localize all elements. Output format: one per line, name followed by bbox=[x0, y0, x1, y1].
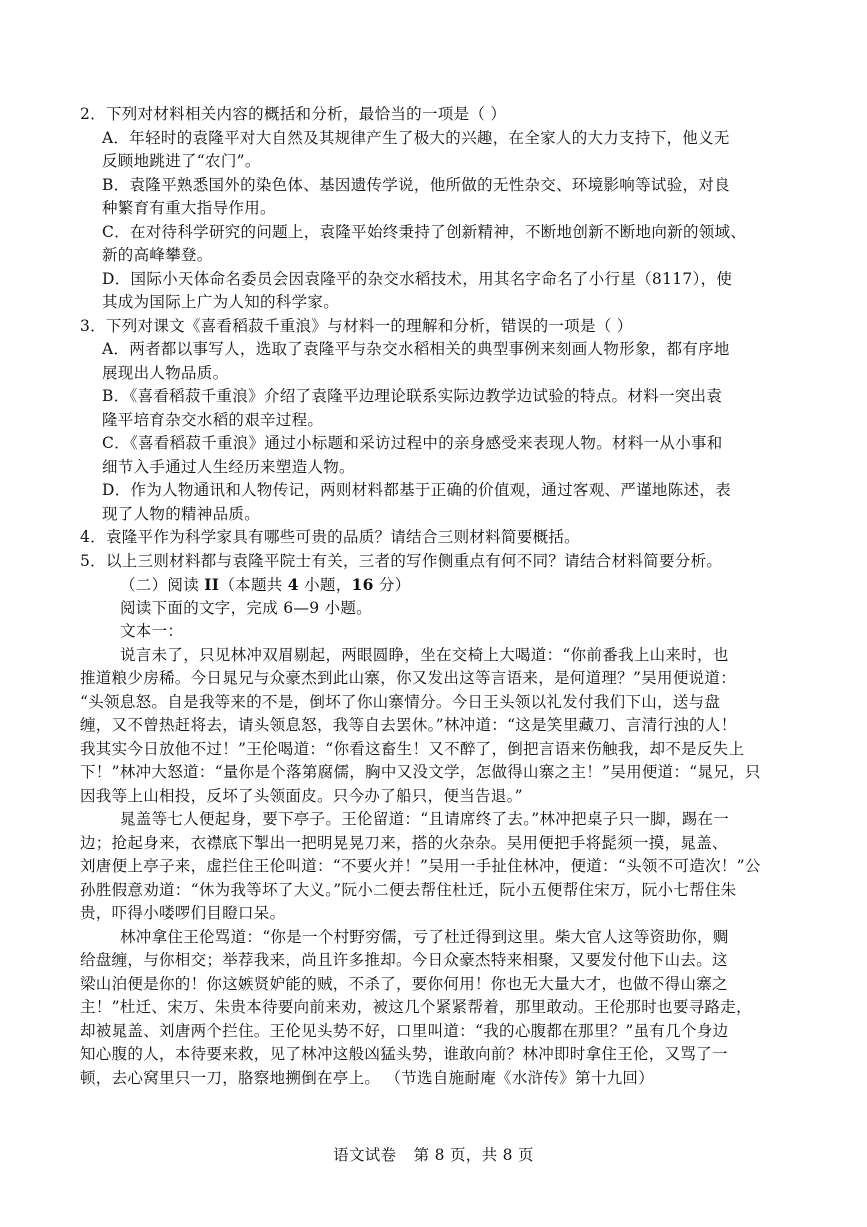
text-line: 给盘缠，与你相交；举荐我来，尚且许多推却。今日众豪杰特来相聚，又要发付他下山去。这 bbox=[80, 951, 728, 969]
text-line: 贵，吓得小喽啰们目瞪口呆。 bbox=[80, 904, 286, 922]
text-line: 说言未了，只见林冲双眉剔起，两眼圆睁，坐在交椅上大喝道：“你前番我上山来时，也 bbox=[120, 645, 729, 664]
text-line: 推道粮少房稀。今日晁兄与众豪杰到此山寨，你又发出这等言语来，是何道理？”吴用便说道： bbox=[80, 669, 737, 687]
text-line: 晁盖等七人便起身，要下亭子。王伦留道：“且请席终了去。”林冲把桌子只一脚，踢在一 bbox=[120, 810, 730, 828]
footer-subject: 语文试卷 bbox=[333, 1146, 397, 1164]
text-line: 孙胜假意劝道：“休为我等坏了大义。”阮小二便去帮住杜迁，阮小五便帮住宋万，阮小七帮住朱 bbox=[80, 880, 737, 899]
text-line: 其成为国际上广为人知的科学家。 bbox=[102, 293, 340, 311]
text-line: B．《喜看稻菽千重浪》介绍了袁隆平边理论联系实际边教学边试验的特点。材料一突出袁 bbox=[102, 387, 723, 405]
footer-page-number: 第 8 页，共 8 页 bbox=[413, 1146, 534, 1164]
text-line: 阅读下面的文字，完成 6—9 小题。 bbox=[120, 598, 372, 617]
text-line: A．两者都以事写人，选取了袁隆平与杂交水稻相关的典型事例来刻画人物形象，都有序地 bbox=[102, 340, 730, 358]
text-line: 顿，去心窝里只一刀，胳察地搠倒在亭上。 （节选自施耐庵《水浒传》第十九回） bbox=[80, 1068, 655, 1087]
page-footer bbox=[0, 1143, 867, 1165]
text-line: 主！”杜迁、宋万、朱贵本待要向前来劝，被这几个紧紧帮着，那里敢动。王伦那时也要寻路走， bbox=[80, 998, 752, 1016]
text-line: 3．下列对课文《喜看稻菽千重浪》与材料一的理解和分析，错误的一项是（ ） bbox=[80, 316, 633, 335]
text-line: 反顾地跳进了“农门”。 bbox=[102, 152, 261, 170]
text-line: 缠，又不曾热赶将去，请头领息怒，我等自去罢休。”林冲道：“这是笑里藏刀、言清行浊的人！ bbox=[80, 716, 737, 734]
text-line: 4．袁隆平作为科学家具有哪些可贵的品质？请结合三则材料简要概括。 bbox=[80, 528, 580, 546]
text-line: 知心腹的人，本待要来救，见了林冲这般凶猛头势，谁敢向前？林冲即时拿住王伦，又骂了一 bbox=[80, 1045, 728, 1063]
text-line: 林冲拿住王伦骂道：“你是一个村野穷儒，亏了杜迁得到这里。柴大官人这等资助你，赒 bbox=[120, 927, 729, 946]
text-line: 5．以上三则材料都与袁隆平院士有关，三者的写作侧重点有何不同？请结合材料简要分析。 bbox=[80, 551, 723, 570]
page-body bbox=[0, 103, 867, 1090]
text-line: 2．下列对材料相关内容的概括和分析，最恰当的一项是（ ） bbox=[80, 105, 507, 123]
text-line: C．《喜看稻菽千重浪》通过小标题和采访过程中的亲身感受来表现人物。材料一从小事和 bbox=[102, 434, 723, 452]
text-line: 梁山泊便是你的！你这嫉贤妒能的贼，不杀了，要你何用！你也无大量大才，也做不得山寨之 bbox=[80, 974, 728, 993]
text-line: 文本一： bbox=[120, 622, 184, 640]
text-line: 因我等上山相投，反坏了头领面皮。只今办了船只，便当告退。” bbox=[80, 786, 523, 805]
text-line: 却被晁盖、刘唐两个拦住。王伦见头势不好，口里叫道：“我的心腹都在那里？”虽有几个身边 bbox=[80, 1021, 729, 1040]
text-line: （二）阅读 II（本题共 4 小题，16 分） bbox=[120, 575, 411, 594]
text-line: 隆平培育杂交水稻的艰辛过程。 bbox=[102, 410, 324, 429]
text-line: 现了人物的精神品质。 bbox=[102, 504, 261, 523]
text-line: 下！”林冲大怒道：“量你是个落第腐儒，胸中又没文学，怎做得山寨之主！”吴用便道：“晁兄，只 bbox=[80, 763, 761, 781]
text-line: B．袁隆平熟悉国外的染色体、基因遗传学说，他所做的无性杂交、环境影响等试验，对良 bbox=[102, 175, 730, 194]
text-line: 新的高峰攀登。 bbox=[102, 246, 213, 264]
text-line: 边；抢起身来，衣襟底下掣出一把明晃晃刀来，搭的火杂杂。吴用便把手将髭须一摸，晁盖、 bbox=[80, 833, 728, 852]
text-line: 我其实今日放他不过！”王伦喝道：“你看这畜生！又不醉了，倒把言语来伤触我，却不是反失上 bbox=[80, 739, 745, 758]
text-line: A．年轻时的袁隆平对大自然及其规律产生了极大的兴趣，在全家人的大力支持下，他义无 bbox=[102, 128, 730, 147]
text-line: D．国际小天体命名委员会因袁隆平的杂交水稻技术，用其名字命名了小行星（8117），使 bbox=[102, 269, 733, 288]
text-line: 刘唐便上亭子来，虚拦住王伦叫道：“不要火并！”吴用一手扯住林冲，便道：“头领不可造次！”公 bbox=[80, 857, 761, 875]
text-line: 种繁育有重大指导作用。 bbox=[102, 199, 276, 217]
text-line: “头领息怒。自是我等来的不是，倒坏了你山寨情分。今日王头领以礼发付我们下山，送与盘 bbox=[80, 692, 721, 711]
text-line: D．作为人物通讯和人物传记，两则材料都基于正确的价值观，通过客观、严谨地陈述，表 bbox=[102, 481, 731, 499]
text-line: 细节入手通过人生经历来塑造人物。 bbox=[102, 457, 355, 476]
text-line: C．在对待科学研究的问题上，袁隆平始终秉持了创新精神，不断地创新不断地向新的领域、 bbox=[102, 222, 747, 241]
text-line: 展现出人物品质。 bbox=[102, 363, 229, 382]
